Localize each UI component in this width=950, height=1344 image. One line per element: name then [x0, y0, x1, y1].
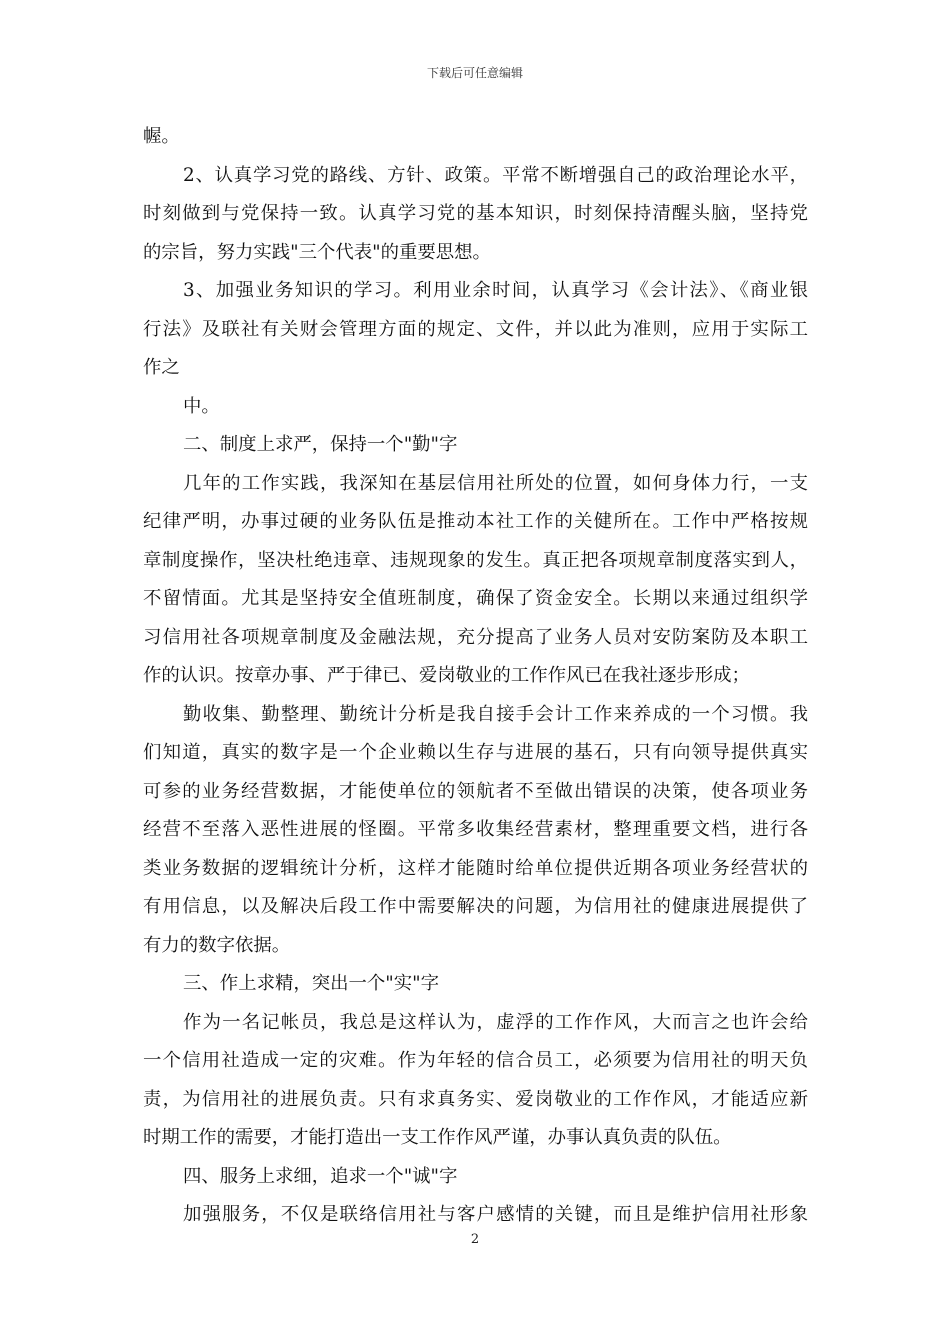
text-line: 有用信息，以及解决后段工作中需要解决的问题，为信用社的健康进展提供了 [143, 896, 808, 917]
text-line: 作的认识。按章办事、严于律已、爱岗敬业的工作作风已在我社逐步形成； [143, 665, 750, 686]
document-body [143, 118, 808, 1235]
text-line: 作为一名记帐员，我总是这样认为，虚浮的工作作风，大而言之也许会给 [183, 1011, 808, 1033]
text-line: 可参的业务经营数据，才能使单位的领航者不至做出错误的决策，使各项业务 [143, 780, 808, 802]
text-line: 纪律严明，办事过硬的业务队伍是推动本社工作的关健所在。工作中严格按规 [143, 511, 808, 532]
text-line: 的宗旨，努力实践"三个代表"的重要思想。 [143, 241, 491, 263]
page-header: 下载后可任意编辑 [426, 66, 523, 80]
text-line: 二、制度上求严，保持一个"勤"字 [183, 434, 458, 455]
text-line: 有力的数字依据。 [143, 934, 291, 956]
text-line: 行法》及联社有关财会管理方面的规定、文件，并以此为准则，应用于实际工 [143, 318, 808, 340]
text-line: 类业务数据的逻辑统计分析，这样才能随时给单位提供近期各项业务经营状的 [143, 857, 808, 879]
text-line: 们知道，真实的数字是一个企业赖以生存与进展的基石，只有向领导提供真实 [143, 742, 808, 763]
text-line: 幄。 [143, 126, 180, 147]
text-line: 时期工作的需要，才能打造出一支工作作风严谨，办事认真负责的队伍。 [143, 1127, 732, 1148]
text-line: 四、服务上求细，追求一个"诚"字 [183, 1165, 458, 1187]
text-line: 经营不至落入恶性进展的怪圈。平常多收集经营素材，整理重要文档，进行各 [143, 819, 808, 840]
text-line: 习信用社各项规章制度及金融法规，充分提高了业务人员对安防案防及本职工 [143, 626, 808, 648]
text-line: 时刻做到与党保持一致。认真学习党的基本知识，时刻保持清醒头脑，坚持党 [143, 203, 808, 224]
text-line: 三、作上求精，突出一个"实"字 [183, 973, 439, 994]
text-line: 加强服务，不仅是联络信用社与客户感情的关键，而且是维护信用社形象 [183, 1204, 808, 1225]
text-line: 中。 [183, 395, 220, 417]
text-line: 几年的工作实践，我深知在基层信用社所处的位置，如何身体力行，一支 [183, 472, 808, 494]
text-line: 3、加强业务知识的学习。利用业余时间，认真学习《会计法》、《商业银 [183, 280, 808, 301]
text-line: 章制度操作，坚决杜绝违章、违规现象的发生。真正把各项规章制度落实到人， [143, 549, 808, 571]
text-line: 责，为信用社的进展负责。只有求真务实、爱岗敬业的工作作风，才能适应新 [143, 1088, 808, 1110]
text-line: 作之 [143, 357, 180, 378]
text-line: 2、认真学习党的路线、方针、政策。平常不断增强自己的政治理论水平， [183, 164, 808, 186]
page-number: 2 [470, 1232, 480, 1247]
text-line: 一个信用社造成一定的灾难。作为年轻的信合员工，必须要为信用社的明天负 [143, 1050, 808, 1071]
text-line: 不留情面。尤其是坚持安全值班制度，确保了资金安全。长期以来通过组织学 [143, 588, 808, 609]
text-line: 勤收集、勤整理、勤统计分析是我自接手会计工作来养成的一个习惯。我 [183, 703, 808, 725]
